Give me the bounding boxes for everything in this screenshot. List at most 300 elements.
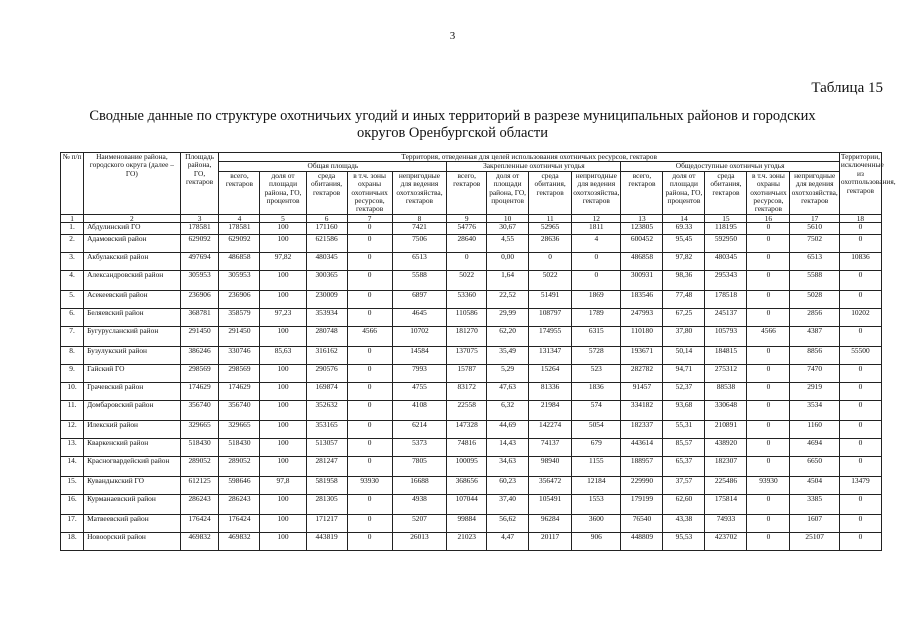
table-cell: 480345 bbox=[705, 252, 747, 270]
table-cell: 96284 bbox=[529, 514, 572, 532]
table-cell: 4566 bbox=[747, 326, 790, 346]
table-cell: 0 bbox=[347, 222, 392, 234]
table-cell: 21023 bbox=[447, 532, 487, 550]
table-cell: 305953 bbox=[219, 270, 260, 290]
table-cell: 443614 bbox=[621, 438, 663, 456]
table-cell: 22558 bbox=[447, 400, 487, 420]
col-header-unsuitable-assigned: непригодные для ведения охотхозяйства, гектаров bbox=[572, 171, 621, 214]
document-title bbox=[60, 108, 845, 142]
table-cell: 291450 bbox=[219, 326, 260, 346]
table-cell: 43,38 bbox=[663, 514, 705, 532]
table-cell: 1553 bbox=[572, 494, 621, 514]
page-number: 3 bbox=[449, 30, 456, 42]
district-name-cell: Матвеевский район bbox=[84, 514, 181, 532]
column-number: 5 bbox=[260, 214, 306, 222]
table-cell: 2856 bbox=[790, 308, 839, 326]
table-cell: 0 bbox=[347, 234, 392, 252]
table-cell: 4566 bbox=[347, 326, 392, 346]
table-cell: 7470 bbox=[790, 364, 839, 382]
table-cell: 298569 bbox=[180, 364, 219, 382]
table-cell: 275312 bbox=[705, 364, 747, 382]
table-cell: 26013 bbox=[392, 532, 447, 550]
table-cell: 12184 bbox=[572, 476, 621, 494]
table-cell: 0 bbox=[747, 290, 790, 308]
table-row bbox=[61, 364, 882, 382]
table-cell: 448809 bbox=[621, 532, 663, 550]
table-row bbox=[61, 290, 882, 308]
table-cell: 174629 bbox=[219, 382, 260, 400]
table-cell: 0 bbox=[747, 514, 790, 532]
table-cell: 247993 bbox=[621, 308, 663, 326]
table-cell: 6315 bbox=[572, 326, 621, 346]
table-cell: 368656 bbox=[447, 476, 487, 494]
table-cell: 0 bbox=[447, 252, 487, 270]
table-cell: 286243 bbox=[180, 494, 219, 514]
table-cell: 94,71 bbox=[663, 364, 705, 382]
table-cell: 0 bbox=[839, 456, 881, 476]
table-cell: 60,23 bbox=[487, 476, 529, 494]
table-cell: 97,8 bbox=[260, 476, 306, 494]
table-cell: 334182 bbox=[621, 400, 663, 420]
column-number: 2 bbox=[84, 214, 181, 222]
table-cell: 10. bbox=[61, 382, 84, 400]
table-cell: 97,82 bbox=[663, 252, 705, 270]
table-cell: 131347 bbox=[529, 346, 572, 364]
table-cell: 100 bbox=[260, 532, 306, 550]
table-cell: 3. bbox=[61, 252, 84, 270]
table-cell: 329665 bbox=[219, 420, 260, 438]
table-cell: 5022 bbox=[447, 270, 487, 290]
table-cell: 352632 bbox=[306, 400, 347, 420]
table-cell: 0 bbox=[747, 382, 790, 400]
table-cell: 74137 bbox=[529, 438, 572, 456]
table-cell: 0 bbox=[839, 290, 881, 308]
table-cell: 17. bbox=[61, 514, 84, 532]
table-cell: 7993 bbox=[392, 364, 447, 382]
table-cell: 100 bbox=[260, 290, 306, 308]
table-cell: 105793 bbox=[705, 326, 747, 346]
table-cell: 386246 bbox=[180, 346, 219, 364]
column-number: 18 bbox=[839, 214, 881, 222]
title-line-2: округов Оренбургской области bbox=[357, 125, 548, 141]
table-row bbox=[61, 532, 882, 550]
table-cell: 0 bbox=[572, 270, 621, 290]
table-cell: 176424 bbox=[180, 514, 219, 532]
district-name-cell: Грачевский район bbox=[84, 382, 181, 400]
table-cell: 1. bbox=[61, 222, 84, 234]
district-name-cell: Адамовский район bbox=[84, 234, 181, 252]
table-cell: 178581 bbox=[219, 222, 260, 234]
group-header-assigned: Закрепленные охотничьи угодья bbox=[447, 162, 621, 171]
table-cell: 3385 bbox=[790, 494, 839, 514]
table-cell: 28636 bbox=[529, 234, 572, 252]
district-name-cell: Абдулинский ГО bbox=[84, 222, 181, 234]
table-row bbox=[61, 270, 882, 290]
col-header-area: Площадь района, ГО, гектаров bbox=[180, 153, 219, 215]
table-cell: 98,36 bbox=[663, 270, 705, 290]
table-cell: 110180 bbox=[621, 326, 663, 346]
table-cell: 99884 bbox=[447, 514, 487, 532]
column-number: 8 bbox=[392, 214, 447, 222]
table-cell: 2919 bbox=[790, 382, 839, 400]
table-cell: 443819 bbox=[306, 532, 347, 550]
table-cell: 0 bbox=[747, 532, 790, 550]
col-header-no: № п/п bbox=[61, 153, 84, 215]
table-cell: 74816 bbox=[447, 438, 487, 456]
table-cell: 281247 bbox=[306, 456, 347, 476]
table-cell: 356740 bbox=[180, 400, 219, 420]
table-cell: 0 bbox=[347, 532, 392, 550]
table-cell: 0 bbox=[747, 222, 790, 234]
district-name-cell: Курманаевский район bbox=[84, 494, 181, 514]
district-name-cell: Бузулукский район bbox=[84, 346, 181, 364]
table-cell: 229990 bbox=[621, 476, 663, 494]
table-cell: 182337 bbox=[621, 420, 663, 438]
table-cell: 4645 bbox=[392, 308, 447, 326]
table-cell: 20117 bbox=[529, 532, 572, 550]
table-cell: 358579 bbox=[219, 308, 260, 326]
table-cell: 6. bbox=[61, 308, 84, 326]
table-cell: 178581 bbox=[180, 222, 219, 234]
table-cell: 14584 bbox=[392, 346, 447, 364]
table-cell: 16688 bbox=[392, 476, 447, 494]
table-cell: 282782 bbox=[621, 364, 663, 382]
table-cell: 0 bbox=[347, 308, 392, 326]
table-cell: 0 bbox=[839, 438, 881, 456]
col-header-habitat-assigned: среда обитания, гектаров bbox=[529, 171, 572, 214]
col-header-share-public: доля от площади района, ГО, процентов bbox=[663, 171, 705, 214]
table-cell: 523 bbox=[572, 364, 621, 382]
table-cell: 5588 bbox=[392, 270, 447, 290]
table-cell: 0 bbox=[529, 252, 572, 270]
table-cell: 67,25 bbox=[663, 308, 705, 326]
table-cell: 5588 bbox=[790, 270, 839, 290]
table-cell: 0 bbox=[839, 364, 881, 382]
table-cell: 25107 bbox=[790, 532, 839, 550]
table-cell: 629092 bbox=[219, 234, 260, 252]
table-cell: 62,60 bbox=[663, 494, 705, 514]
col-header-protection-public: в т.ч. зоны охраны охотничьих ресурсов, гектаров bbox=[747, 171, 790, 214]
table-cell: 0 bbox=[347, 494, 392, 514]
table-cell: 182307 bbox=[705, 456, 747, 476]
table-row bbox=[61, 456, 882, 476]
title-line-1: Сводные данные по структуре охотничьих угодий и иных территорий в разрезе муниципальных районов и городских bbox=[89, 108, 816, 124]
table-cell: 1789 bbox=[572, 308, 621, 326]
table-row bbox=[61, 438, 882, 456]
table-cell: 10202 bbox=[839, 308, 881, 326]
table-cell: 142274 bbox=[529, 420, 572, 438]
table-cell: 52965 bbox=[529, 222, 572, 234]
table-cell: 97,82 bbox=[260, 252, 306, 270]
column-number: 9 bbox=[447, 214, 487, 222]
table-cell: 513057 bbox=[306, 438, 347, 456]
table-cell: 300931 bbox=[621, 270, 663, 290]
district-name-cell: Гайский ГО bbox=[84, 364, 181, 382]
table-cell: 62,20 bbox=[487, 326, 529, 346]
table-cell: 0 bbox=[747, 420, 790, 438]
table-cell: 100095 bbox=[447, 456, 487, 476]
table-cell: 0 bbox=[347, 270, 392, 290]
table-row bbox=[61, 494, 882, 514]
table-cell: 81336 bbox=[529, 382, 572, 400]
column-number: 15 bbox=[705, 214, 747, 222]
table-cell: 100 bbox=[260, 400, 306, 420]
table-cell: 0 bbox=[839, 222, 881, 234]
table-cell: 193671 bbox=[621, 346, 663, 364]
table-cell: 183546 bbox=[621, 290, 663, 308]
table-cell: 6650 bbox=[790, 456, 839, 476]
table-cell: 15787 bbox=[447, 364, 487, 382]
table-cell: 0 bbox=[747, 494, 790, 514]
column-number: 13 bbox=[621, 214, 663, 222]
table-cell: 5. bbox=[61, 290, 84, 308]
table-cell: 5022 bbox=[529, 270, 572, 290]
table-cell: 16. bbox=[61, 494, 84, 514]
table-cell: 236906 bbox=[180, 290, 219, 308]
table-cell: 100 bbox=[260, 382, 306, 400]
table-cell: 100 bbox=[260, 326, 306, 346]
table-cell: 621586 bbox=[306, 234, 347, 252]
table-cell: 14. bbox=[61, 456, 84, 476]
table-cell: 497694 bbox=[180, 252, 219, 270]
column-number: 11 bbox=[529, 214, 572, 222]
table-cell: 236906 bbox=[219, 290, 260, 308]
table-cell: 7506 bbox=[392, 234, 447, 252]
table-cell: 0 bbox=[839, 234, 881, 252]
table-cell: 5,29 bbox=[487, 364, 529, 382]
table-cell: 110586 bbox=[447, 308, 487, 326]
table-cell: 5373 bbox=[392, 438, 447, 456]
table-cell: 171160 bbox=[306, 222, 347, 234]
table-cell: 518430 bbox=[219, 438, 260, 456]
table-cell: 0 bbox=[747, 400, 790, 420]
table-cell: 486858 bbox=[621, 252, 663, 270]
table-cell: 1160 bbox=[790, 420, 839, 438]
table-cell: 0 bbox=[347, 290, 392, 308]
table-cell: 30,67 bbox=[487, 222, 529, 234]
table-cell: 3534 bbox=[790, 400, 839, 420]
table-cell: 0 bbox=[347, 364, 392, 382]
table-cell: 77,48 bbox=[663, 290, 705, 308]
table-cell: 0 bbox=[747, 364, 790, 382]
table-cell: 1869 bbox=[572, 290, 621, 308]
table-cell: 3600 bbox=[572, 514, 621, 532]
table-cell: 188957 bbox=[621, 456, 663, 476]
district-name-cell: Беляевский район bbox=[84, 308, 181, 326]
table-cell: 329665 bbox=[180, 420, 219, 438]
table-cell: 0 bbox=[747, 456, 790, 476]
table-cell: 85,63 bbox=[260, 346, 306, 364]
table-cell: 1836 bbox=[572, 382, 621, 400]
table-cell: 100 bbox=[260, 420, 306, 438]
table-cell: 100 bbox=[260, 270, 306, 290]
column-number: 10 bbox=[487, 214, 529, 222]
table-row bbox=[61, 252, 882, 270]
table-cell: 581958 bbox=[306, 476, 347, 494]
table-cell: 15. bbox=[61, 476, 84, 494]
district-name-cell: Акбулакский район bbox=[84, 252, 181, 270]
table-cell: 95,45 bbox=[663, 234, 705, 252]
table-cell: 0 bbox=[747, 234, 790, 252]
table-cell: 100 bbox=[260, 364, 306, 382]
table-cell: 181270 bbox=[447, 326, 487, 346]
table-cell: 118195 bbox=[705, 222, 747, 234]
table-cell: 0 bbox=[839, 326, 881, 346]
column-number: 14 bbox=[663, 214, 705, 222]
table-cell: 0 bbox=[747, 308, 790, 326]
table-cell: 65,37 bbox=[663, 456, 705, 476]
table-cell: 480345 bbox=[306, 252, 347, 270]
table-cell: 2. bbox=[61, 234, 84, 252]
district-name-cell: Новоорский район bbox=[84, 532, 181, 550]
table-cell: 4694 bbox=[790, 438, 839, 456]
table-cell: 353934 bbox=[306, 308, 347, 326]
table-cell: 175814 bbox=[705, 494, 747, 514]
table-cell: 37,40 bbox=[487, 494, 529, 514]
col-header-unsuitable-public: непригодные для ведения охотхозяйства, гектаров bbox=[790, 171, 839, 214]
table-cell: 6214 bbox=[392, 420, 447, 438]
table-cell: 291450 bbox=[180, 326, 219, 346]
table-cell: 4 bbox=[572, 234, 621, 252]
table-cell: 1155 bbox=[572, 456, 621, 476]
table-cell: 44,69 bbox=[487, 420, 529, 438]
table-cell: 105491 bbox=[529, 494, 572, 514]
table-cell: 0 bbox=[839, 400, 881, 420]
table-cell: 230009 bbox=[306, 290, 347, 308]
table-cell: 76540 bbox=[621, 514, 663, 532]
table-cell: 316162 bbox=[306, 346, 347, 364]
table-cell: 11. bbox=[61, 400, 84, 420]
table-cell: 8. bbox=[61, 346, 84, 364]
table-cell: 4387 bbox=[790, 326, 839, 346]
table-row bbox=[61, 382, 882, 400]
table-body bbox=[61, 214, 882, 550]
table-cell: 51491 bbox=[529, 290, 572, 308]
col-header-excluded: Территории, исключенные из охотпользования, гектаров bbox=[839, 153, 881, 215]
table-cell: 184815 bbox=[705, 346, 747, 364]
table-cell: 5207 bbox=[392, 514, 447, 532]
table-cell: 174955 bbox=[529, 326, 572, 346]
table-cell: 356472 bbox=[529, 476, 572, 494]
table-cell: 4755 bbox=[392, 382, 447, 400]
table-cell: 289052 bbox=[180, 456, 219, 476]
table-cell: 93930 bbox=[747, 476, 790, 494]
table-row bbox=[61, 222, 882, 234]
table-cell: 4. bbox=[61, 270, 84, 290]
table-cell: 53360 bbox=[447, 290, 487, 308]
table-cell: 14,43 bbox=[487, 438, 529, 456]
table-cell: 4,55 bbox=[487, 234, 529, 252]
table-cell: 93,68 bbox=[663, 400, 705, 420]
district-name-cell: Кваркенский район bbox=[84, 438, 181, 456]
table-cell: 679 bbox=[572, 438, 621, 456]
group-header-total-area: Общая площадь bbox=[219, 162, 447, 171]
table-cell: 10836 bbox=[839, 252, 881, 270]
group-header-public: Общедоступные охотничьи угодья bbox=[621, 162, 839, 171]
table-cell: 100 bbox=[260, 456, 306, 476]
table-cell: 4938 bbox=[392, 494, 447, 514]
table-cell: 486858 bbox=[219, 252, 260, 270]
table-cell: 98940 bbox=[529, 456, 572, 476]
district-name-cell: Кувандыкский ГО bbox=[84, 476, 181, 494]
column-number: 1 bbox=[61, 214, 84, 222]
table-cell: 0 bbox=[747, 252, 790, 270]
table-cell: 0 bbox=[347, 346, 392, 364]
table-cell: 7421 bbox=[392, 222, 447, 234]
table-cell: 0 bbox=[839, 270, 881, 290]
col-header-share: доля от площади района, ГО, процентов bbox=[260, 171, 306, 214]
table-cell: 0 bbox=[839, 514, 881, 532]
table-cell: 305953 bbox=[180, 270, 219, 290]
table-cell: 37,57 bbox=[663, 476, 705, 494]
table-cell: 171217 bbox=[306, 514, 347, 532]
table-row bbox=[61, 346, 882, 364]
column-number: 4 bbox=[219, 214, 260, 222]
table-cell: 600452 bbox=[621, 234, 663, 252]
table-cell: 0 bbox=[347, 382, 392, 400]
table-cell: 0 bbox=[347, 456, 392, 476]
table-cell: 0 bbox=[839, 494, 881, 514]
table-cell: 629092 bbox=[180, 234, 219, 252]
table-cell: 35,49 bbox=[487, 346, 529, 364]
col-header-total-assigned: всего, гектаров bbox=[447, 171, 487, 214]
table-cell: 423702 bbox=[705, 532, 747, 550]
table-cell: 7502 bbox=[790, 234, 839, 252]
table-cell: 18. bbox=[61, 532, 84, 550]
table-cell: 69.33 bbox=[663, 222, 705, 234]
table-cell: 592950 bbox=[705, 234, 747, 252]
table-cell: 88538 bbox=[705, 382, 747, 400]
table-cell: 0 bbox=[347, 514, 392, 532]
table-cell: 100 bbox=[260, 438, 306, 456]
table-cell: 169874 bbox=[306, 382, 347, 400]
column-number: 6 bbox=[306, 214, 347, 222]
table-cell: 179199 bbox=[621, 494, 663, 514]
table-cell: 74933 bbox=[705, 514, 747, 532]
table-cell: 298569 bbox=[219, 364, 260, 382]
table-cell: 12. bbox=[61, 420, 84, 438]
col-header-habitat: среда обитания, гектаров bbox=[306, 171, 347, 214]
table-cell: 7. bbox=[61, 326, 84, 346]
table-cell: 29,99 bbox=[487, 308, 529, 326]
table-cell: 91457 bbox=[621, 382, 663, 400]
table-cell: 469832 bbox=[180, 532, 219, 550]
table-row bbox=[61, 308, 882, 326]
table-cell: 4,47 bbox=[487, 532, 529, 550]
table-cell: 5610 bbox=[790, 222, 839, 234]
table-cell: 55500 bbox=[839, 346, 881, 364]
table-cell: 6897 bbox=[392, 290, 447, 308]
col-header-habitat-public: среда обитания, гектаров bbox=[705, 171, 747, 214]
column-number: 17 bbox=[790, 214, 839, 222]
table-cell: 598646 bbox=[219, 476, 260, 494]
table-cell: 10702 bbox=[392, 326, 447, 346]
district-name-cell: Домбаровский район bbox=[84, 400, 181, 420]
table-cell: 4504 bbox=[790, 476, 839, 494]
table-cell: 176424 bbox=[219, 514, 260, 532]
table-cell: 0 bbox=[747, 346, 790, 364]
table-cell: 37,80 bbox=[663, 326, 705, 346]
table-cell: 50,14 bbox=[663, 346, 705, 364]
table-cell: 54776 bbox=[447, 222, 487, 234]
table-cell: 5728 bbox=[572, 346, 621, 364]
table-cell: 0 bbox=[747, 270, 790, 290]
table-cell: 0 bbox=[839, 532, 881, 550]
table-cell: 5028 bbox=[790, 290, 839, 308]
col-header-share-assigned: доля от площади района, ГО, процентов bbox=[487, 171, 529, 214]
table-cell: 83172 bbox=[447, 382, 487, 400]
table-cell: 93930 bbox=[347, 476, 392, 494]
